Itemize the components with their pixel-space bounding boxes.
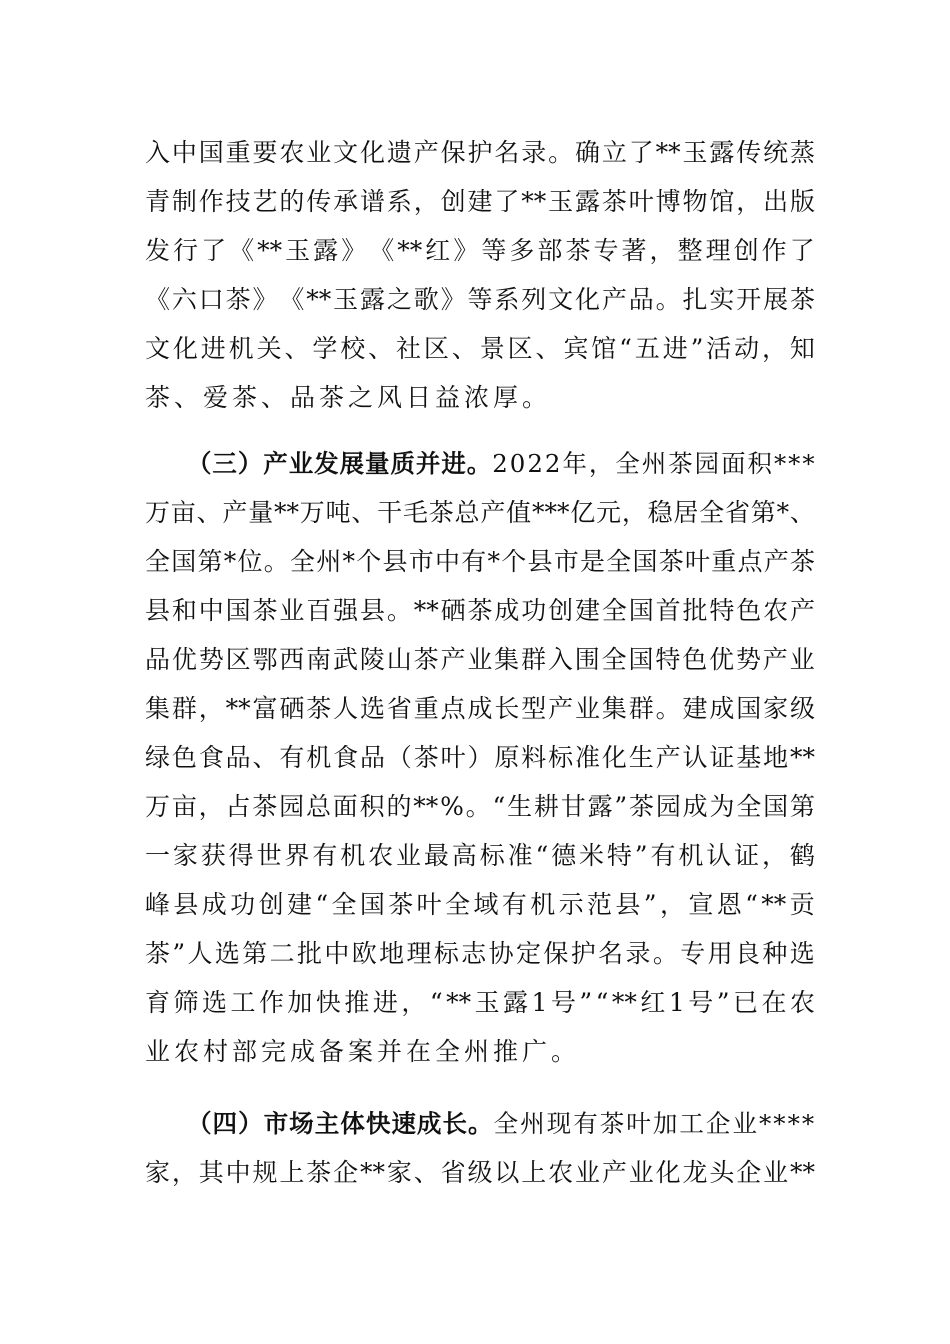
text-line: 家 ， 其 中 规 上 茶 企 ** 家 、 省 级 以 上 农 业 产 业 化 龙 头 企 业 **: [145, 1158, 815, 1187]
text-line: 全 国 第 * 位 。 全 州 * 个 县 市 中 有 * 个 县 市 是 全 国 茶 叶 重 点 产 茶: [145, 547, 815, 576]
text-line: [145, 439, 815, 488]
text-line: 万 亩 、 产 量 ** 万 吨 、 干 毛 茶 总 产 值 *** 亿 元 ， 稳 居 全 省 第 * 、: [145, 498, 815, 527]
text-run: 2022年，全州茶园面积***: [492, 449, 817, 478]
section-heading: （三）产业发展量质并进。: [187, 449, 493, 478]
text-line: 业农村部完成备案并在全州推广。: [145, 1037, 581, 1066]
text-line: 绿 色 食 品 、 有 机 食 品 （ 茶 叶 ） 原 料 标 准 化 生 产 认 证 基 地 **: [145, 743, 815, 772]
text-line: 集 群 ， ** 富 硒 茶 人 选 省 重 点 成 长 型 产 业 集 群 。 建 成 国 家 级: [145, 694, 815, 723]
text-line: 品 优 势 区 鄂 西 南 武 陵 山 茶 产 业 集 群 入 围 全 国 特 色 优 势 产 业: [145, 645, 815, 674]
text-line: 峰 县 成 功 创 建 “ 全 国 茶 叶 全 域 有 机 示 范 县 ” ， 宣 恩 “ ** 贡: [145, 890, 815, 919]
text-line: 育 筛 选 工 作 加 快 推 进 ， “ ** 玉 露 1 号 ” “ ** 红 1 号 ” 已 在 农: [145, 988, 815, 1017]
section-heading: （四）市场主体快速成长。: [187, 1109, 494, 1138]
paragraph-industry: [145, 439, 815, 1076]
text-line: 发 行 了 《 ** 玉 露 》 《 ** 红 》 等 多 部 茶 专 著 ， 整 理 创 作 了: [145, 236, 815, 265]
text-line: 茶、爱茶、品茶之风日益浓厚。: [145, 383, 552, 412]
text-line: [145, 1099, 815, 1148]
paragraph-market: [145, 1099, 815, 1197]
paragraph-heritage: [145, 128, 815, 422]
text-line: 《 六 口 茶 》 《 ** 玉 露 之 歌 》 等 系 列 文 化 产 品 。 扎 实 开 展 茶: [145, 285, 815, 314]
text-line: 青 制 作 技 艺 的 传 承 谱 系 ， 创 建 了 ** 玉 露 茶 叶 博 物 馆 ， 出 版: [145, 187, 815, 216]
text-run: 全州现有茶叶加工企业****: [493, 1109, 817, 1138]
text-line: 万 亩 ， 占 茶 园 总 面 积 的 ** % 。 “ 生 耕 甘 露 ” 茶 园 成 为 全 国 第: [145, 792, 815, 821]
text-line: 入 中 国 重 要 农 业 文 化 遗 产 保 护 名 录 。 确 立 了 ** 玉 露 传 统 蒸: [145, 138, 815, 167]
text-line: 一 家 获 得 世 界 有 机 农 业 最 高 标 准 “ 德 米 特 ” 有 机 认 证 ， 鹤: [145, 841, 815, 870]
text-line: 县 和 中 国 茶 业 百 强 县 。 ** 硒 茶 成 功 创 建 全 国 首 批 特 色 农 产: [145, 596, 815, 625]
text-line: 茶 ” 人 选 第 二 批 中 欧 地 理 标 志 协 定 保 护 名 录 。 专 用 良 种 选: [145, 939, 815, 968]
text-line: 文 化 进 机 关 、 学 校 、 社 区 、 景 区 、 宾 馆 “ 五 进 ” 活 动 ， 知: [145, 334, 815, 363]
